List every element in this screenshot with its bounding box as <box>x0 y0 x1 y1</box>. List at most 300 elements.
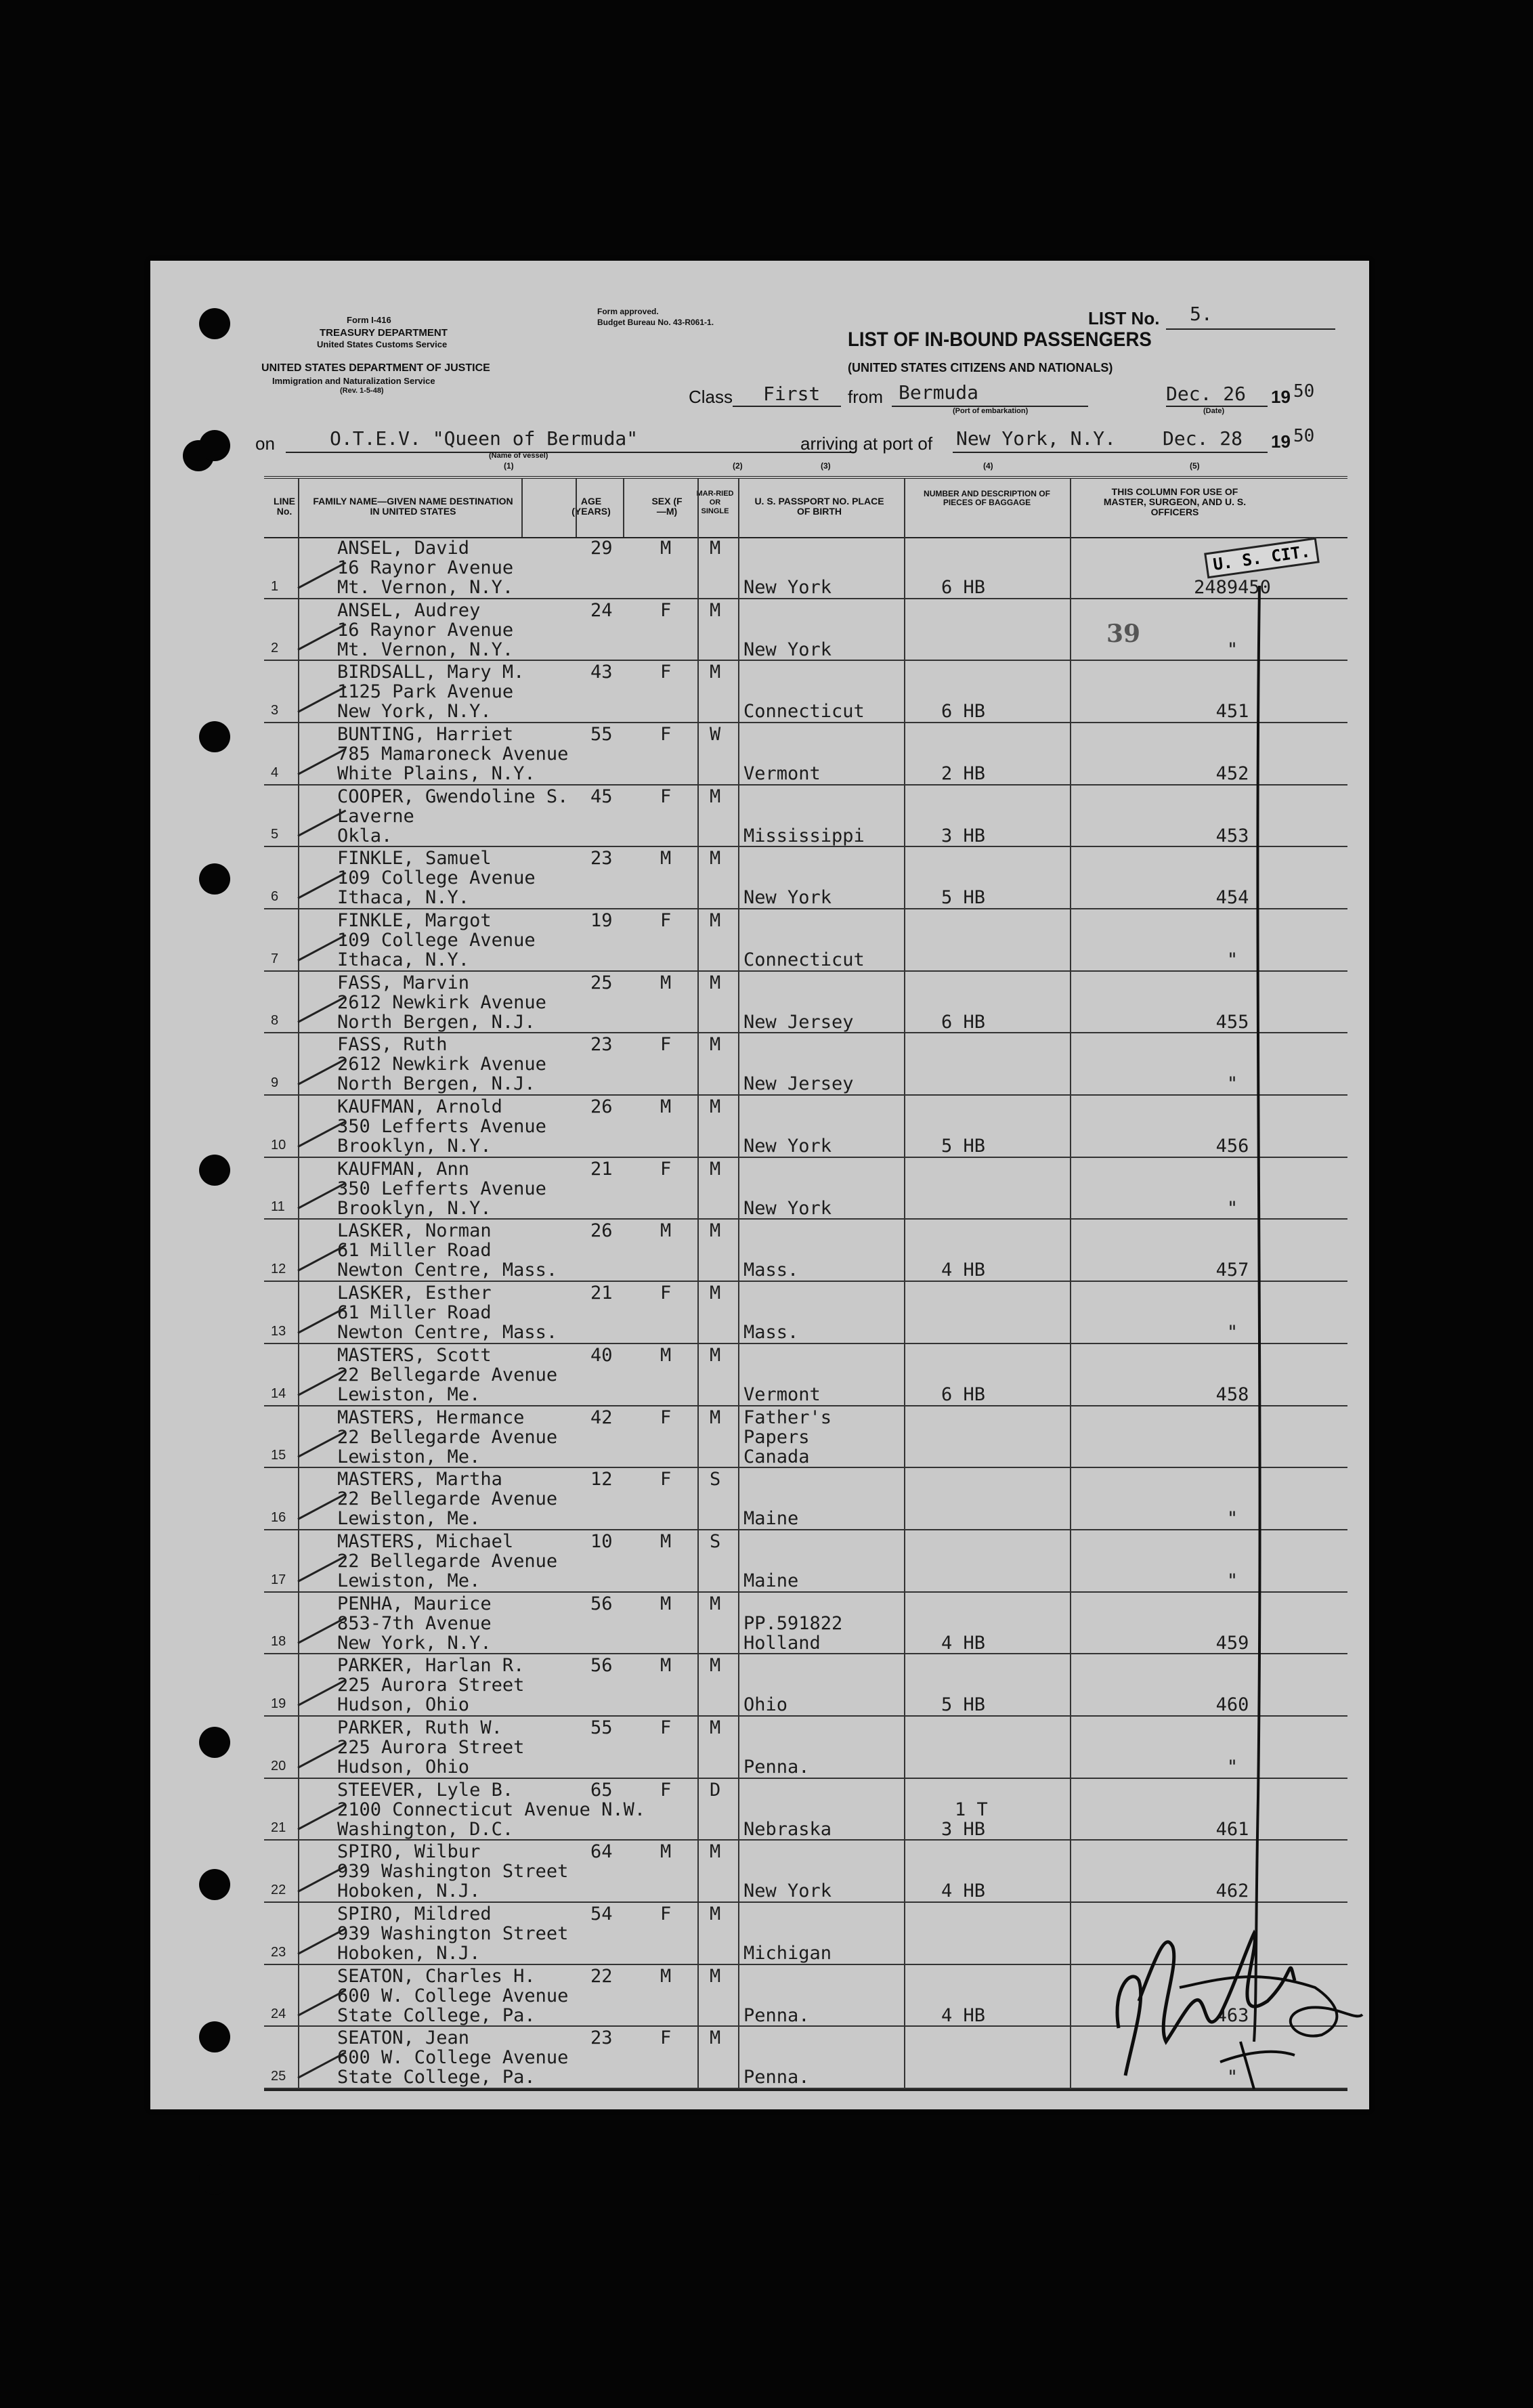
agency-ins: Immigration and Naturalization Service <box>272 376 435 386</box>
officer-number: 2489450 <box>1194 577 1271 598</box>
address-street: 1125 Park Avenue <box>337 681 514 703</box>
marital-status: M <box>710 1593 721 1614</box>
place-of-birth: New Jersey <box>743 1073 854 1095</box>
baggage-line2: 5 HB <box>941 887 986 909</box>
punch-hole <box>199 1727 230 1758</box>
address-city: Lewiston, Me. <box>337 1383 481 1405</box>
age: 45 <box>590 786 613 807</box>
page-count-number: 39 <box>1106 620 1141 648</box>
address-city: Hudson, Ohio <box>337 1756 470 1778</box>
passenger-name: LASKER, Norman <box>337 1220 492 1242</box>
line-number: 10 <box>271 1137 286 1153</box>
line-number: 22 <box>271 1882 286 1897</box>
address-city: Okla. <box>337 825 393 846</box>
age: 19 <box>590 910 613 932</box>
agency-customs: United States Customs Service <box>317 339 448 349</box>
age: 43 <box>590 662 613 683</box>
table-body <box>264 537 1347 2089</box>
header-age: AGE (YEARS) <box>571 496 611 517</box>
passport-line2: PP.591822 <box>743 1612 843 1634</box>
arriving-label: arriving at port of <box>800 433 933 454</box>
officer-number: " <box>1226 639 1238 660</box>
age: 55 <box>590 1717 613 1738</box>
age: 29 <box>590 538 613 559</box>
address-street: 939 Washington Street <box>337 1922 569 1944</box>
table-row <box>264 1033 1347 1096</box>
address-city: Washington, D.C. <box>337 1818 514 1840</box>
line-number: 5 <box>271 827 279 842</box>
baggage-line2: 6 HB <box>941 1011 986 1033</box>
header-sex: SEX (F—M) <box>651 496 683 517</box>
place-of-birth: Vermont <box>743 1383 821 1405</box>
age: 54 <box>590 1903 613 1925</box>
place-of-birth: Connecticut <box>743 701 865 723</box>
passenger-name: BUNTING, Harriet <box>337 724 514 746</box>
sex: F <box>660 1779 672 1801</box>
marital-status: M <box>710 910 721 932</box>
address-street: 22 Bellegarde Avenue <box>337 1550 558 1572</box>
line-number: 21 <box>271 1820 286 1836</box>
from-label: from <box>848 387 883 407</box>
table-row <box>264 786 1347 848</box>
line-number: 14 <box>271 1385 286 1401</box>
table-row <box>264 537 1347 599</box>
header-line-no: LINE No. <box>274 496 295 517</box>
marital-status: D <box>710 1779 721 1801</box>
baggage-line1: 1 T <box>955 1799 988 1820</box>
marital-status: M <box>710 848 721 869</box>
arrival-year-prefix: 19 <box>1271 431 1291 452</box>
address-city: Newton Centre, Mass. <box>337 1260 558 1281</box>
departure-year-suffix: 50 <box>1293 381 1315 402</box>
sex: F <box>660 1158 672 1180</box>
baggage-line2: 3 HB <box>941 825 986 846</box>
passenger-name: ANSEL, Audrey <box>337 599 481 621</box>
place-of-birth: New York <box>743 1197 832 1219</box>
table-row <box>264 1530 1347 1593</box>
sex: M <box>660 1655 672 1677</box>
sex: M <box>660 538 672 559</box>
place-of-birth: Penna. <box>743 2067 810 2088</box>
address-city: Hoboken, N.J. <box>337 1942 481 1964</box>
address-street: 600 W. College Avenue <box>337 2047 569 2069</box>
marital-status: S <box>710 1469 721 1490</box>
address-city: Ithaca, N.Y. <box>337 887 470 909</box>
table-row <box>264 723 1347 786</box>
officer-number: " <box>1226 1197 1238 1219</box>
table-row <box>264 1841 1347 1903</box>
line-number: 25 <box>271 2068 286 2084</box>
passenger-name: SPIRO, Wilbur <box>337 1841 481 1863</box>
marital-status: M <box>710 786 721 807</box>
age: 23 <box>590 2027 613 2049</box>
baggage-line2: 4 HB <box>941 2004 986 2026</box>
departure-year-prefix: 19 <box>1271 387 1291 407</box>
officer-number: " <box>1226 1508 1238 1530</box>
marital-status: M <box>710 1717 721 1738</box>
line-number: 3 <box>271 703 279 718</box>
address-city: Hudson, Ohio <box>337 1694 470 1716</box>
place-of-birth: Holland <box>743 1632 821 1654</box>
line-number: 11 <box>271 1199 285 1215</box>
departure-date: Dec. 26 <box>1166 383 1247 405</box>
place-of-birth: New Jersey <box>743 1011 854 1033</box>
marital-status: M <box>710 1034 721 1056</box>
agency-justice: UNITED STATES DEPARTMENT OF JUSTICE <box>261 362 490 374</box>
officer-number: 461 <box>1215 1818 1249 1840</box>
age: 24 <box>590 599 613 621</box>
sex: M <box>660 1593 672 1614</box>
header-passport: U. S. PASSPORT NO. PLACE OF BIRTH <box>754 496 884 517</box>
address-street: 600 W. College Avenue <box>337 1985 569 2006</box>
marital-status: M <box>710 1965 721 1987</box>
sex: M <box>660 1096 672 1118</box>
address-city: Brooklyn, N.Y. <box>337 1136 492 1157</box>
sex: F <box>660 2027 672 2049</box>
passenger-name: FASS, Ruth <box>337 1034 448 1056</box>
line-number: 19 <box>271 1696 286 1711</box>
sex: F <box>660 1717 672 1738</box>
officer-number: 454 <box>1215 887 1249 909</box>
age: 56 <box>590 1655 613 1677</box>
col-num-2: (2) <box>733 461 743 471</box>
officer-number: " <box>1226 949 1238 971</box>
age: 55 <box>590 724 613 746</box>
address-city: Brooklyn, N.Y. <box>337 1197 492 1219</box>
table-row <box>264 1344 1347 1406</box>
address-street: 22 Bellegarde Avenue <box>337 1364 558 1385</box>
arrival-port: New York, N.Y. <box>956 427 1117 450</box>
vessel-caption: (Name of vessel) <box>489 452 548 460</box>
line-number: 12 <box>271 1262 286 1277</box>
passenger-name: COOPER, Gwendoline S. <box>337 786 569 807</box>
officer-number: 453 <box>1215 825 1249 846</box>
address-city: North Bergen, N.J. <box>337 1011 536 1033</box>
officer-number: " <box>1226 1756 1238 1778</box>
vessel-name: O.T.E.V. "Queen of Bermuda" <box>330 427 639 450</box>
table-row <box>264 1654 1347 1717</box>
class-value: First <box>763 383 821 405</box>
sex: F <box>660 1283 672 1304</box>
marital-status: M <box>710 1841 721 1863</box>
punch-hole <box>199 2021 230 2052</box>
table-row <box>264 1468 1347 1530</box>
sex: F <box>660 910 672 932</box>
address-city: Ithaca, N.Y. <box>337 949 470 971</box>
place-of-birth: Penna. <box>743 1756 810 1778</box>
place-of-birth: Nebraska <box>743 1818 832 1840</box>
place-of-birth: Mississippi <box>743 825 865 846</box>
line-number: 17 <box>271 1572 286 1587</box>
address-city: Lewiston, Me. <box>337 1446 481 1467</box>
form-number: Form I-416 <box>347 315 391 325</box>
marital-status: M <box>710 1344 721 1366</box>
age: 23 <box>590 848 613 869</box>
list-title: LIST OF IN-BOUND PASSENGERS <box>848 328 1152 351</box>
baggage-line2: 6 HB <box>941 1383 986 1405</box>
place-of-birth: Penna. <box>743 2004 810 2026</box>
officer-number: 451 <box>1215 701 1249 723</box>
table-row <box>264 847 1347 909</box>
marital-status: M <box>710 1406 721 1428</box>
passenger-name: MASTERS, Hermance <box>337 1406 525 1428</box>
age: 21 <box>590 1283 613 1304</box>
age: 65 <box>590 1779 613 1801</box>
address-city: Lewiston, Me. <box>337 1508 481 1530</box>
place-of-birth: New York <box>743 577 832 598</box>
line-number: 6 <box>271 889 279 905</box>
address-street: 350 Lefferts Avenue <box>337 1178 546 1199</box>
address-street: 225 Aurora Street <box>337 1675 525 1696</box>
officer-number: 462 <box>1215 1880 1249 1902</box>
address-street: 16 Raynor Avenue <box>337 619 514 641</box>
age: 12 <box>590 1469 613 1490</box>
address-street: 61 Miller Road <box>337 1240 492 1262</box>
table-header <box>264 479 1347 538</box>
age: 25 <box>590 972 613 993</box>
punch-hole <box>199 863 230 895</box>
marital-status: S <box>710 1530 721 1552</box>
table-row <box>264 1282 1347 1344</box>
date-caption: (Date) <box>1203 407 1225 415</box>
place-of-birth: Vermont <box>743 763 821 785</box>
sex: F <box>660 1903 672 1925</box>
header-baggage: NUMBER AND DESCRIPTION OF PIECES OF BAGGAGE <box>924 489 1050 507</box>
punch-hole <box>199 308 230 339</box>
marital-status: M <box>710 1220 721 1242</box>
address-street: 61 Miller Road <box>337 1302 492 1324</box>
passenger-name: SEATON, Charles H. <box>337 1965 536 1987</box>
list-subtitle: (UNITED STATES CITIZENS AND NATIONALS) <box>848 361 1113 374</box>
line-number: 13 <box>271 1323 286 1339</box>
place-of-birth: Maine <box>743 1570 799 1591</box>
passenger-name: SEATON, Jean <box>337 2027 470 2049</box>
sex: F <box>660 662 672 683</box>
age: 56 <box>590 1593 613 1614</box>
place-of-birth: Connecticut <box>743 949 865 971</box>
place-of-birth: New York <box>743 1880 832 1902</box>
age: 26 <box>590 1096 613 1118</box>
officer-number: 455 <box>1215 1011 1249 1033</box>
inspector-signature <box>1092 1906 1376 2103</box>
address-city: North Bergen, N.J. <box>337 1073 536 1095</box>
marital-status: M <box>710 2027 721 2049</box>
marital-status: M <box>710 599 721 621</box>
line-number: 20 <box>271 1758 286 1773</box>
us-citizen-stamp: U. S. CIT. <box>1204 538 1319 579</box>
age: 22 <box>590 1965 613 1987</box>
officer-number: 452 <box>1215 763 1249 785</box>
list-no-label: LIST No. <box>1088 308 1160 328</box>
address-street: 853-7th Avenue <box>337 1612 492 1634</box>
passenger-name: MASTERS, Martha <box>337 1469 502 1490</box>
sex: M <box>660 1841 672 1863</box>
address-city: Mt. Vernon, N.Y. <box>337 577 514 598</box>
sex: M <box>660 1530 672 1552</box>
officer-number: 459 <box>1215 1632 1249 1654</box>
line-number: 16 <box>271 1509 286 1525</box>
marital-status: M <box>710 538 721 559</box>
header-married: MAR-RIED OR SINGLE <box>696 490 734 515</box>
punch-hole <box>199 430 230 461</box>
address-street: 785 Mamaroneck Avenue <box>337 744 569 765</box>
passenger-name: BIRDSALL, Mary M. <box>337 662 525 683</box>
table-row <box>264 599 1347 662</box>
line-number: 15 <box>271 1448 286 1463</box>
sex: M <box>660 972 672 993</box>
address-street: 16 Raynor Avenue <box>337 557 514 578</box>
address-street: 225 Aurora Street <box>337 1736 525 1758</box>
passenger-name: MASTERS, Scott <box>337 1344 492 1366</box>
col-num-5: (5) <box>1190 461 1200 471</box>
place-of-birth: Canada <box>743 1446 810 1467</box>
header-officers: THIS COLUMN FOR USE OF MASTER, SURGEON, AND U. S. OFFICERS <box>1103 486 1247 517</box>
marital-status: M <box>710 1655 721 1677</box>
passenger-name: STEEVER, Lyle B. <box>337 1779 514 1801</box>
passenger-name: PARKER, Ruth W. <box>337 1717 502 1738</box>
form-revision: (Rev. 1-5-48) <box>340 387 384 395</box>
officer-number: 458 <box>1215 1383 1249 1405</box>
line-number: 8 <box>271 1013 279 1029</box>
passport-line2: Papers <box>743 1426 810 1448</box>
sex: F <box>660 786 672 807</box>
sex: F <box>660 1406 672 1428</box>
baggage-line2: 2 HB <box>941 763 986 785</box>
sex: F <box>660 1034 672 1056</box>
passenger-name: FASS, Marvin <box>337 972 470 993</box>
place-of-birth: Ohio <box>743 1694 788 1716</box>
address-street: Laverne <box>337 805 414 827</box>
table-row <box>264 1406 1347 1469</box>
line-number: 7 <box>271 951 279 966</box>
age: 42 <box>590 1406 613 1428</box>
address-city: Lewiston, Me. <box>337 1570 481 1591</box>
marital-status: M <box>710 1903 721 1925</box>
list-no-value: 5. <box>1190 303 1213 325</box>
sex: M <box>660 1220 672 1242</box>
arrival-date: Dec. 28 <box>1163 427 1243 450</box>
sex: F <box>660 1469 672 1490</box>
table-row <box>264 1779 1347 1841</box>
passenger-name: PARKER, Harlan R. <box>337 1655 525 1677</box>
sex: F <box>660 599 672 621</box>
col-num-3: (3) <box>821 461 831 471</box>
table-row <box>264 972 1347 1034</box>
table-row <box>264 1158 1347 1220</box>
marital-status: M <box>710 1096 721 1118</box>
line-number: 1 <box>271 578 279 594</box>
place-of-birth: Mass. <box>743 1260 799 1281</box>
sex: M <box>660 1344 672 1366</box>
address-city: White Plains, N.Y. <box>337 763 536 785</box>
punch-hole <box>199 1869 230 1900</box>
place-of-birth: New York <box>743 887 832 909</box>
line-number: 23 <box>271 1944 286 1960</box>
sex: M <box>660 1965 672 1987</box>
marital-status: M <box>710 1158 721 1180</box>
budget-bureau: Budget Bureau No. 43-R061-1. <box>597 318 714 327</box>
address-city: State College, Pa. <box>337 2004 536 2026</box>
marital-status: M <box>710 662 721 683</box>
line-number: 24 <box>271 2006 286 2022</box>
line-number: 9 <box>271 1075 279 1091</box>
baggage-line2: 3 HB <box>941 1818 986 1840</box>
address-street: 2612 Newkirk Avenue <box>337 991 546 1013</box>
passenger-name: SPIRO, Mildred <box>337 1903 492 1925</box>
line-number: 18 <box>271 1634 286 1650</box>
age: 10 <box>590 1530 613 1552</box>
on-label: on <box>255 433 275 454</box>
marital-status: M <box>710 972 721 993</box>
table-row <box>264 909 1347 972</box>
punch-hole <box>199 721 230 752</box>
address-street: 109 College Avenue <box>337 930 536 951</box>
arrival-year-suffix: 50 <box>1293 426 1315 446</box>
passenger-name: PENHA, Maurice <box>337 1593 492 1614</box>
officer-number: " <box>1226 2067 1238 2088</box>
address-city: Hoboken, N.J. <box>337 1880 481 1902</box>
punch-hole <box>199 2164 230 2195</box>
table-row <box>264 1717 1347 1779</box>
baggage-line2: 5 HB <box>941 1694 986 1716</box>
passport-line1: Father's <box>743 1406 832 1428</box>
passenger-name: FINKLE, Margot <box>337 910 492 932</box>
passenger-name: KAUFMAN, Arnold <box>337 1096 502 1118</box>
address-city: Newton Centre, Mass. <box>337 1322 558 1343</box>
address-street: 22 Bellegarde Avenue <box>337 1488 558 1510</box>
address-city: State College, Pa. <box>337 2067 536 2088</box>
address-street: 109 College Avenue <box>337 867 536 889</box>
address-city: Mt. Vernon, N.Y. <box>337 639 514 660</box>
baggage-line2: 4 HB <box>941 1880 986 1902</box>
officer-number: 460 <box>1215 1694 1249 1716</box>
baggage-line2: 5 HB <box>941 1136 986 1157</box>
place-of-birth: Michigan <box>743 1942 832 1964</box>
officer-number: 457 <box>1215 1260 1249 1281</box>
age: 21 <box>590 1158 613 1180</box>
officer-number: 463 <box>1215 2004 1249 2026</box>
sex: M <box>660 848 672 869</box>
address-street: 350 Lefferts Avenue <box>337 1116 546 1138</box>
form-approved: Form approved. <box>597 307 659 316</box>
manifest-sheet <box>150 261 1369 2109</box>
table-row <box>264 1593 1347 1655</box>
officer-vertical-line <box>1247 579 1274 2069</box>
passenger-name: ANSEL, David <box>337 538 470 559</box>
table-row <box>264 1220 1347 1282</box>
officer-number: 456 <box>1215 1136 1249 1157</box>
col-num-4: (4) <box>983 461 993 471</box>
passenger-name: FINKLE, Samuel <box>337 848 492 869</box>
header-name: FAMILY NAME—GIVEN NAME DESTINATION IN UNITED STATES <box>313 496 513 517</box>
address-street: 939 Washington Street <box>337 1861 569 1883</box>
place-of-birth: Maine <box>743 1508 799 1530</box>
from-caption: (Port of embarkation) <box>953 407 1029 415</box>
place-of-birth: New York <box>743 639 832 660</box>
baggage-line2: 4 HB <box>941 1260 986 1281</box>
address-city: New York, N.Y. <box>337 701 492 723</box>
officer-number: " <box>1226 1322 1238 1343</box>
table-row <box>264 1096 1347 1158</box>
officer-number: " <box>1226 1073 1238 1095</box>
age: 26 <box>590 1220 613 1242</box>
baggage-line2: 4 HB <box>941 1632 986 1654</box>
baggage-line2: 6 HB <box>941 701 986 723</box>
baggage-line2: 6 HB <box>941 577 986 598</box>
from-value: Bermuda <box>899 381 979 404</box>
table-row <box>264 661 1347 723</box>
address-city: New York, N.Y. <box>337 1632 492 1654</box>
